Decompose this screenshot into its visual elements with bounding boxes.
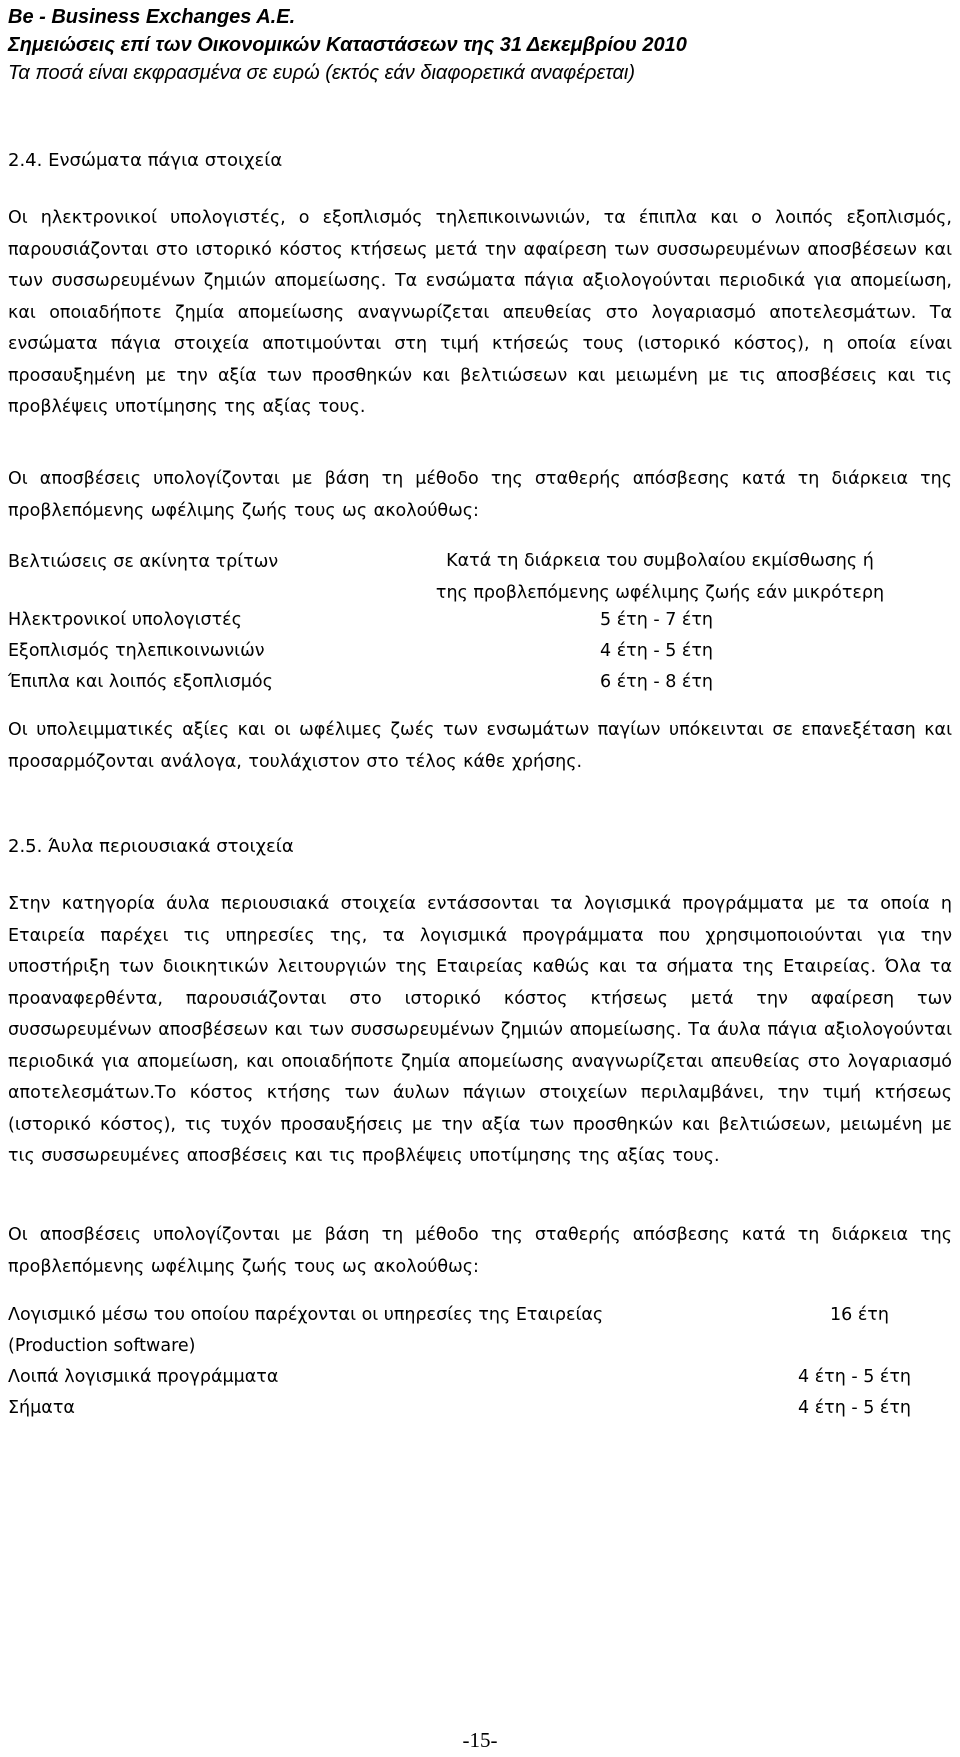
depreciation-value-telecom: 4 έτη - 5 έτη (600, 641, 714, 661)
amortization-label-other-software: Λοιπά λογισμικά προγράμματα (8, 1367, 279, 1387)
currency-note: Τα ποσά είναι εκφρασμένα σε ευρώ (εκτός εάν διαφορετικά αναφέρεται) (8, 62, 635, 84)
depreciation-label-telecom: Εξοπλισμός τηλεπικοινωνιών (8, 641, 265, 661)
amortization-value-trademarks: 4 έτη - 5 έτη (798, 1398, 912, 1418)
depreciation-label-furniture: Έπιπλα και λοιπός εξοπλισμός (8, 672, 273, 692)
depreciation-value-computers: 5 έτη - 7 έτη (600, 610, 714, 630)
section-2-4-title: 2.4. Ενσώματα πάγια στοιχεία (8, 150, 283, 171)
depreciation-value-furniture: 6 έτη - 8 έτη (600, 672, 714, 692)
page-number: -15- (462, 1728, 498, 1752)
amortization-label-production-software: Λογισμικό μέσω του οποίου παρέχονται οι υπηρεσίες της Εταιρείας (8, 1305, 604, 1325)
depreciation-value-leasehold-line2: της προβλεπόμενης ωφέλιμης ζωής εάν μικρότερη (435, 582, 885, 603)
amortization-label-trademarks: Σήματα (8, 1398, 75, 1418)
amortization-label-production-software-en: (Production software) (8, 1336, 196, 1356)
depreciation-label-computers: Ηλεκτρονικοί υπολογιστές (8, 610, 242, 630)
section-2-5-paragraph-1: Στην κατηγορία άυλα περιουσιακά στοιχεία εντάσσονται τα λογισμικά προγράμματα με τα οποία η Εταιρεία παρέχει τις υπηρεσίες της, τα λογισμικά προγράμματα που χρησιμοποιούνται για την υποστήριξη των διοικητικών λειτουργιών της Εταιρείας καθώς και τα σήματα της Εταιρείας. Όλα τα προαναφερθέντα, παρουσιάζονται στο ιστορικό κόστος κτήσεως μετά την αφαίρεση των συσσωρευμένων αποσβέσεων και των συσσωρευμένων ζημιών απομείωσης. Τα άυλα πάγια αξιολογούνται περιοδικά για απομείωση, και οποιαδήποτε ζημία απομείωσης αναγνωρίζεται απευθείας στο λογαριασμό αποτελεσμάτων.Το κόστος κτήσης των άυλων πάγιων στοιχείων περιλαμβάνει, την τιμή κτήσεως (ιστορικό κόστος), τις τυχόν προσαυξήσεις με την αξία των προσθηκών και βελτιώσεων, μειωμένη με τις συσσωρευμένες αποσβέσεις και τις προβλέψεις υποτίμησης της αξίας τους. (8, 894, 952, 1166)
notes-title: Σημειώσεις επί των Οικονομικών Καταστάσεων της 31 Δεκεμβρίου 2010 (8, 34, 687, 56)
depreciation-value-leasehold-line1: Κατά τη διάρκεια του συμβολαίου εκμίσθωσης ή (446, 551, 874, 571)
section-2-4-paragraph-3: Οι υπολειμματικές αξίες και οι ωφέλιμες ζωές των ενσωμάτων παγίων υπόκεινται σε επανεξέταση και προσαρμόζονται ανάλογα, τουλάχιστον στο τέλος κάθε χρήσης. (8, 720, 952, 772)
section-2-4-paragraph-2: Οι αποσβέσεις υπολογίζονται με βάση τη μέθοδο της σταθερής απόσβεσης κατά τη διάρκεια της προβλεπόμενης ωφέλιμης ζωής τους ως ακολούθως: (8, 469, 952, 521)
depreciation-label-leasehold: Βελτιώσεις σε ακίνητα τρίτων (8, 552, 279, 572)
depreciation-value-leasehold (380, 546, 940, 609)
section-2-5-title: 2.5. Άυλα περιουσιακά στοιχεία (8, 836, 294, 857)
amortization-value-production-software: 16 έτη (830, 1305, 889, 1325)
company-name: Be - Business Exchanges A.E. (8, 6, 296, 28)
section-2-4-paragraph-1: Οι ηλεκτρονικοί υπολογιστές, ο εξοπλισμός τηλεπικοινωνιών, τα έπιπλα και ο λοιπός εξοπλισμός, παρουσιάζονται στο ιστορικό κόστος κτήσεως μετά την αφαίρεση των συσσωρευμένων αποσβέσεων και των συσσωρευμένων ζημιών απομείωσης. Τα ενσώματα πάγια αξιολογούνται περιοδικά για απομείωση, και οποιαδήποτε ζημία απομείωσης αναγνωρίζεται απευθείας στο λογαριασμό αποτελεσμάτων. Τα ενσώματα πάγια στοιχεία αποτιμούνται στη τιμή κτήσεώς τους (ιστορικό κόστος), η οποία είναι προσαυξημένη με την αξία των προσθηκών και βελτιώσεων και μειωμένη με τις αποσβέσεις και τις προβλέψεις υποτίμησης της αξίας τους. (8, 208, 952, 417)
amortization-value-other-software: 4 έτη - 5 έτη (798, 1367, 912, 1387)
section-2-5-paragraph-2: Οι αποσβέσεις υπολογίζονται με βάση τη μέθοδο της σταθερής απόσβεσης κατά τη διάρκεια της προβλεπόμενης ωφέλιμης ζωής τους ως ακολούθως: (8, 1225, 952, 1277)
